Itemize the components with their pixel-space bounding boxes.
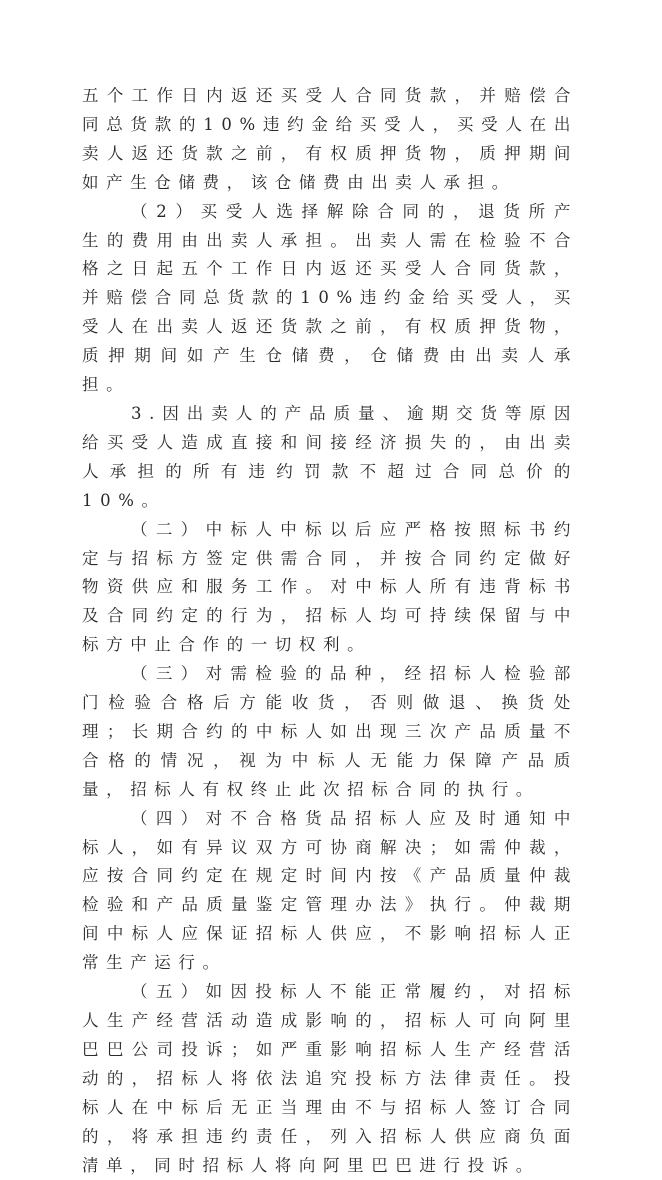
paragraph-section-4: （四）对不合格货品招标人应及时通知中标人，如有异议双方可协商解决；如需仲裁，应按合同约定在规定时间内按《产品质量仲裁检验和产品质量鉴定管理办法》执行。仲裁期间中标人应保证招标人供应，不影响招标人正常生产运行。 xyxy=(82,808,578,973)
document-page xyxy=(82,82,578,1180)
paragraph-clause-2: （2）买受人选择解除合同的，退货所产生的费用由出卖人承担。出卖人需在检验不合格之日起五个工作日内返还买受人合同货款，并赔偿合同总货款的10%违约金给买受人，买受人在出卖人返还货款之前，有权质押货物，质押期间如产生仓储费，仓储费由出卖人承担。 xyxy=(82,201,578,395)
paragraph-item-3: 3.因出卖人的产品质量、逾期交货等原因给买受人造成直接和间接经济损失的，由出卖人承担的所有违约罚款不超过合同总价的10%。 xyxy=(82,403,578,510)
paragraph-continuation: 五个工作日内返还买受人合同货款，并赔偿合同总货款的10%违约金给买受人，买受人在出卖人返还货款之前，有权质押货物，质押期间如产生仓储费，该仓储费由出卖人承担。 xyxy=(82,86,578,192)
paragraph-section-5: （五）如因投标人不能正常履约，对招标人生产经营活动造成影响的，招标人可向阿里巴巴公司投诉；如严重影响招标人生产经营活动的，招标人将依法追究投标方法律责任。投标人在中标后无正当理由不与招标人签订合同的，将承担违约责任，列入招标人供应商负面清单，同时招标人将向阿里巴巴进行投诉。 xyxy=(82,982,578,1175)
paragraph-section-2: （二）中标人中标以后应严格按照标书约定与招标方签定供需合同，并按合同约定做好物资供应和服务工作。对中标人所有违背标书及合同约定的行为，招标人均可持续保留与中标方中止合作的一切权利。 xyxy=(82,519,578,655)
paragraph-section-3: （三）对需检验的品种，经招标人检验部门检验合格后方能收货，否则做退、换货处理；长期合约的中标人如出现三次产品质量不合格的情况，视为中标人无能力保障产品质量，招标人有权终止此次招标合同的执行。 xyxy=(82,664,578,799)
